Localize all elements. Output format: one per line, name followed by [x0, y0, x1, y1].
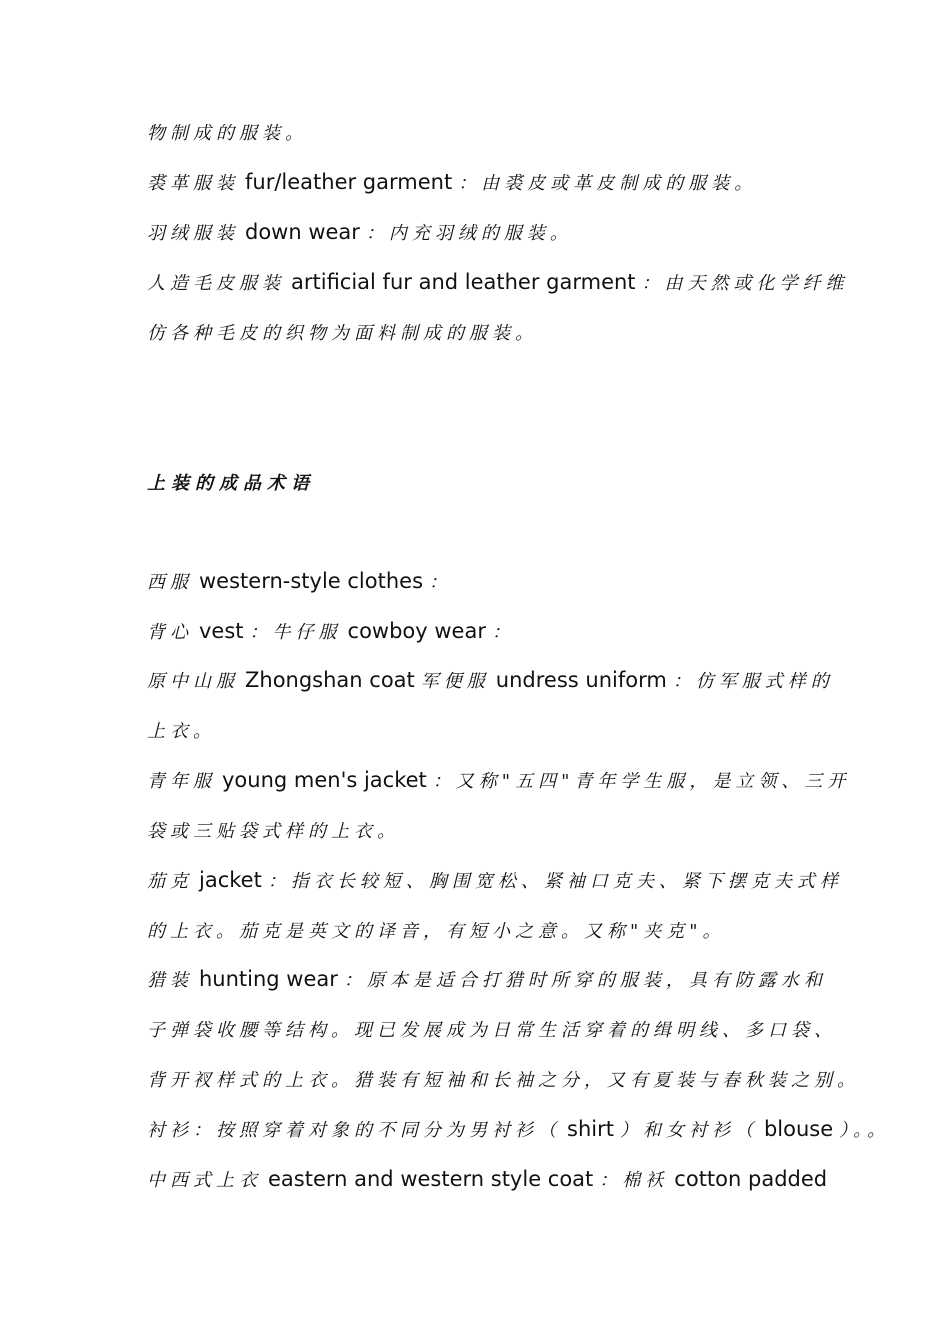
- entry-vest: [147, 617, 515, 647]
- en-term: down wear: [245, 220, 360, 244]
- cn-text: 袋或三贴袋式样的上衣。: [147, 821, 400, 842]
- text-line-1: [147, 118, 308, 148]
- cn-text: 物制成的服装。: [147, 123, 308, 144]
- cn-definition: ：由裘皮或革皮制成的服装。: [458, 173, 758, 194]
- cn-text: 背开衩样式的上衣。猎装有短袖和长袖之分，又有夏装与春秋装之别。: [147, 1070, 860, 1091]
- text-line-5: [147, 318, 538, 348]
- en-term-2: undress uniform: [495, 668, 667, 692]
- section-title: 上装的成品术语: [147, 473, 315, 494]
- cn-text: 仿各种毛皮的织物为面料制成的服装。: [147, 323, 538, 344]
- cn-term: 背心: [147, 622, 193, 643]
- cn-definition-2: ：: [491, 622, 515, 643]
- text-line-down-wear: [147, 218, 573, 248]
- en-term: western-style clothes: [199, 569, 424, 593]
- cn-definition: ：棉袄: [599, 1170, 669, 1191]
- en-term: eastern and western style coat: [268, 1167, 594, 1191]
- cn-term: 羽绒服装: [147, 223, 239, 244]
- entry-continuation: [147, 1015, 837, 1045]
- cn-text: 子弹袋收腰等结构。现已发展成为日常生活穿着的缉明线、多口袋、: [147, 1020, 837, 1041]
- en-term: jacket: [199, 868, 262, 892]
- en-term-2: blouse: [763, 1117, 834, 1141]
- en-term: fur/leather garment: [245, 170, 453, 194]
- entry-continuation: [147, 916, 726, 946]
- cn-definition: ：由天然或化学纤维: [641, 273, 849, 294]
- cn-term: 衬衫：按照穿着对象的不同分为男衬衫（: [147, 1120, 561, 1141]
- cn-term: 人造毛皮服装: [147, 273, 285, 294]
- cn-definition-2: ）。。: [839, 1120, 891, 1141]
- cn-definition: ：又称"五四"青年学生服，是立领、三开: [432, 771, 851, 792]
- en-term: vest: [199, 619, 244, 643]
- cn-definition: ：内充羽绒的服装。: [365, 223, 573, 244]
- cn-term: 原中山服: [147, 671, 239, 692]
- entry-eastern-western-coat: [147, 1165, 833, 1195]
- en-term: shirt: [567, 1117, 614, 1141]
- cn-definition-2: ：仿军服式样的: [672, 671, 834, 692]
- entry-young-mens-jacket: [147, 766, 850, 796]
- section-heading: [147, 468, 315, 498]
- entry-shirt: [147, 1115, 890, 1145]
- entry-continuation: [147, 1065, 860, 1095]
- entry-continuation: [147, 816, 400, 846]
- en-term: young men's jacket: [222, 768, 427, 792]
- cn-term: 猎装: [147, 970, 193, 991]
- cn-definition: ：牛仔服: [249, 622, 342, 643]
- en-term: hunting wear: [199, 967, 338, 991]
- cn-definition: ）和女衬衫（: [619, 1120, 758, 1141]
- cn-definition: ：: [429, 572, 453, 593]
- cn-term: 茄克: [147, 871, 193, 892]
- en-term-2: cotton padded: [674, 1167, 828, 1191]
- entry-zhongshan: [147, 666, 834, 696]
- cn-text: 的上衣。茄克是英文的译音，有短小之意。又称"夹克"。: [147, 921, 726, 942]
- cn-definition: 军便服: [420, 671, 490, 692]
- text-line-artificial-fur: [147, 268, 849, 298]
- en-term: Zhongshan coat: [245, 668, 415, 692]
- cn-term: 西服: [147, 572, 193, 593]
- cn-term: 中西式上衣: [147, 1170, 262, 1191]
- cn-term: 青年服: [147, 771, 216, 792]
- entry-continuation: [147, 716, 216, 746]
- entry-hunting-wear: [147, 965, 827, 995]
- entry-jacket: [147, 866, 843, 896]
- cn-text: 上衣。: [147, 721, 216, 742]
- en-term-2: cowboy wear: [347, 619, 486, 643]
- en-term: artificial fur and leather garment: [291, 270, 636, 294]
- cn-term: 裘革服装: [147, 173, 239, 194]
- cn-definition: ：指衣长较短、胸围宽松、紧袖口克夫、紧下摆克夫式样: [267, 871, 843, 892]
- text-line-fur-leather: [147, 168, 757, 198]
- cn-definition: ：原本是适合打猎时所穿的服装，具有防露水和: [343, 970, 827, 991]
- entry-western-clothes: [147, 567, 452, 597]
